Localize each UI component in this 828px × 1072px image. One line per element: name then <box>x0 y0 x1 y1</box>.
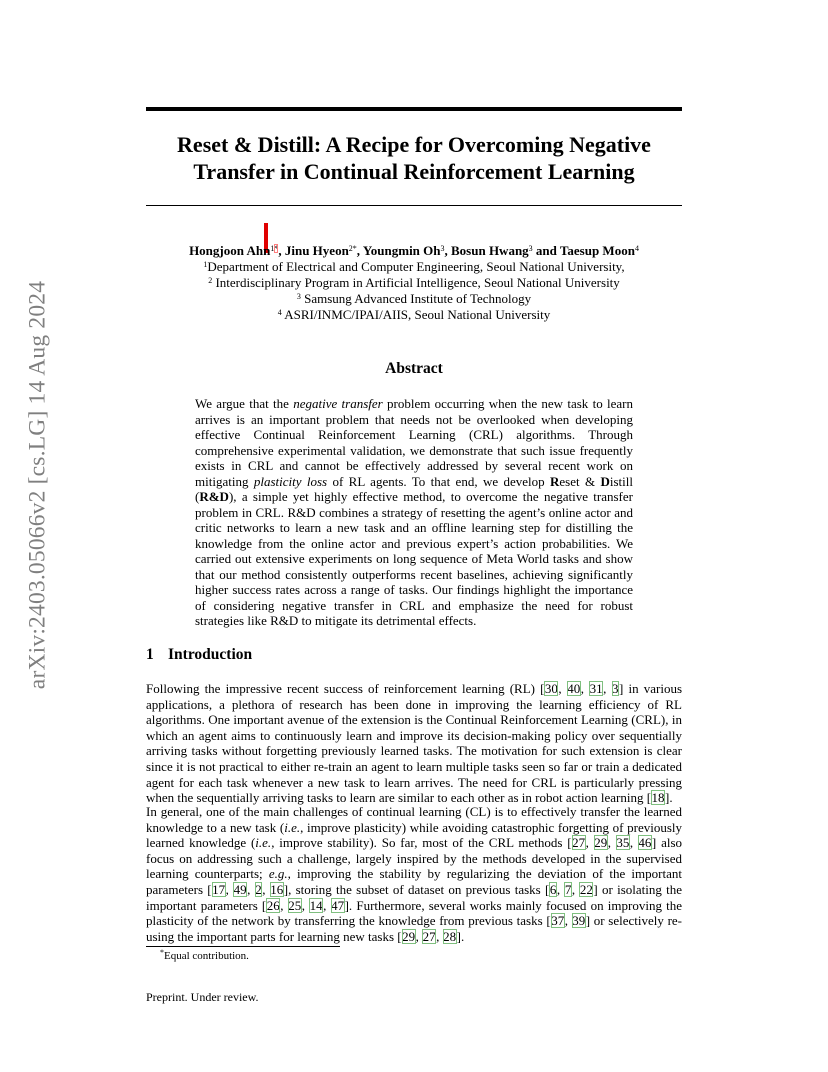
citation-link[interactable]: 2 <box>255 881 262 897</box>
citation-link[interactable]: 49 <box>233 881 247 897</box>
citation-link[interactable]: 39 <box>572 913 586 929</box>
author-3: Youngmin Oh <box>362 243 441 258</box>
author-2: Jinu Hyeon <box>284 243 349 258</box>
title-bottom-rule <box>146 205 682 206</box>
abstract-body: We argue that the negative transfer problem occurring when the new task to learn arrives is an important problem that needs not be overlooked when developing effective Continual Reinforcement Learning (CRL) algorithms. Through comprehensive experimental validation, we demonstrate that such issue frequently exists in CRL and cannot be effectively addressed by several recent work on mitigating plasticity loss of RL agents. To that end, we develop Reset & Distill (R&D), a simple yet highly effective method, to overcome the negative transfer problem in CRL. R&D combines a strategy of resetting the agent’s online actor and critic networks to learn a new task and an offline learning step for distilling the knowledge from the online actor and previous expert’s action probabilities. We carried out extensive experiments on long sequence of Meta World tasks and show that our method consistently outperforms recent baselines, achieving significantly higher success rates across a range of tasks. Our findings highlight the importance of considering negative transfer in CRL and emphasize the need for robust strategies like R&D to mitigate its detrimental effects. <box>195 396 633 628</box>
author-4: Bosun Hwang <box>451 243 529 258</box>
citation-link[interactable]: 25 <box>288 897 302 913</box>
citation-link[interactable]: 3 <box>612 681 619 696</box>
title-line-1: Reset & Distill: A Recipe for Overcoming Negative <box>177 132 651 157</box>
title-line-2: Transfer in Continual Reinforcement Learning <box>193 159 635 184</box>
citation-link[interactable]: 28 <box>443 928 457 944</box>
citation-link[interactable]: 27 <box>422 928 436 944</box>
author-5: Taesup Moon <box>559 243 635 258</box>
citation-link[interactable]: 30 <box>544 681 558 696</box>
citation-link[interactable]: 16 <box>270 881 284 897</box>
affiliation-3: $^3$ Samsung Advanced Institute of Technology <box>296 291 532 306</box>
citation-link[interactable]: 40 <box>567 681 581 696</box>
citation-link[interactable]: 46 <box>638 835 652 851</box>
top-rule <box>146 107 682 111</box>
citation-link[interactable]: 29 <box>594 835 608 851</box>
author-and: and <box>535 243 557 258</box>
arxiv-sidebar <box>18 280 58 690</box>
affiliation-1: $^1$Department of Electrical and Computer Engineering, Seoul National University, <box>203 259 625 274</box>
abstract-heading: Abstract <box>385 360 443 377</box>
citation-link[interactable]: 17 <box>212 881 226 897</box>
arxiv-identifier: arXiv:2403.05066v2 [cs.LG] 14 Aug 2024 <box>24 280 51 690</box>
citation-link[interactable]: 27 <box>572 835 586 851</box>
citation-link[interactable]: 26 <box>266 897 280 913</box>
citation-link[interactable]: 18 <box>651 790 665 806</box>
citation-link[interactable]: 6 <box>549 881 557 897</box>
intro-paragraph-1: Following the impressive recent success of reinforcement learning (RL) [30, 40, 31, 3] in various applications, a plethora of research has been done in improving the learning efficiency of RL algorithms. One important avenue of the extension is the Continual Reinforcement Learning (CRL), in which an agent aims to continuously learn and improve its decision-making policy over sequentially arriving tasks without forgetting previously learned tasks. The motivation for such extension is clear since it is not practical to either re-train an agent to learn multiple tasks seen so far or train a dedicated agent for each task whenever a new task to learn arrives. The need for CRL is particularly pressing when the sequentially arriving tasks to learn are similar to each other as in robot action learning [18]. <box>146 681 683 806</box>
affiliation-4: $^4$ ASRI/INMC/IPAI/AIIS, Seoul National University <box>277 307 551 322</box>
citation-link[interactable]: 29 <box>402 928 416 944</box>
citation-link[interactable]: 37 <box>551 913 565 929</box>
footnote: *Equal contribution. <box>160 948 249 962</box>
author-names: Hongjoon Ahn$^{1*}$, Jinu Hyeon$^{2*}$, Youngmin Oh$^3$, Bosun Hwang$^3$ and Taesup Moon$^4$ <box>189 243 639 258</box>
citation-link[interactable]: 14 <box>309 897 323 913</box>
footnote-rule <box>146 946 340 947</box>
citation-link[interactable]: 7 <box>564 881 572 897</box>
citation-link[interactable]: 35 <box>616 835 630 851</box>
author-block <box>146 243 682 323</box>
preprint-note: Preprint. Under review. <box>146 990 259 1004</box>
affiliation-2: $^2$ Interdisciplinary Program in Artificial Intelligence, Seoul National University <box>208 275 620 290</box>
paper-title <box>146 131 682 185</box>
author-1: Hongjoon Ahn <box>189 243 271 258</box>
section-heading-introduction: 1 Introduction <box>146 646 253 663</box>
citation-link[interactable]: 47 <box>331 897 345 913</box>
intro-paragraph-2: In general, one of the main challenges of continual learning (CL) is to effectively transfer the learned knowledge to a new task (i.e., improve plasticity) while avoiding catastrophic forgetting of previously learned knowledge (i.e., improve stability). So far, most of the CRL methods [27, 29, 35, 46] also focus on addressing such a challenge, largely inspired by the methods developed in the supervised learning counterparts; e.g., improving the stability by regularizing the deviation of the important parameters [17, 49, 2, 16], storing the subset of dataset on previous tasks [6, 7, 22] or isolating the important parameters [26, 25, 14, 47]. Furthermore, several works mainly focused on improving the plasticity of the network by transferring the knowledge from previous tasks [37, 39] or selectively re-using the important parts for learning new tasks [29, 27, 28]. <box>146 804 683 944</box>
citation-link[interactable]: 31 <box>589 681 603 696</box>
citation-link[interactable]: 22 <box>579 881 593 897</box>
